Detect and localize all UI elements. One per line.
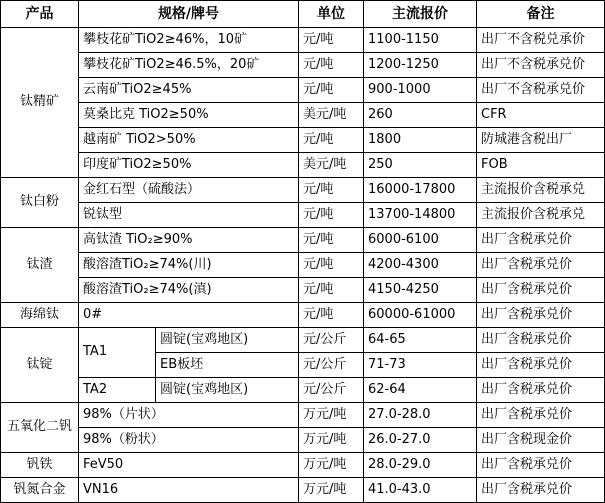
price-cell: 1100-1150 [364, 28, 477, 53]
table-body [1, 28, 605, 503]
table-row [1, 203, 605, 228]
remark-cell: FOB [477, 153, 605, 178]
unit-cell: 万元/吨 [299, 428, 364, 453]
spec-sub-cell: 圆锭(宝鸡地区) [156, 328, 299, 353]
product-category-cell: 海绵钛 [1, 303, 79, 328]
price-cell: 6000-6100 [364, 228, 477, 253]
remark-cell: 出厂含税承兑价 [477, 328, 605, 353]
remark-cell: 出厂含税承兑价 [477, 278, 605, 303]
price-cell: 4200-4300 [364, 253, 477, 278]
price-cell: 260 [364, 103, 477, 128]
unit-cell: 元/吨 [299, 78, 364, 103]
unit-cell: 万元/吨 [299, 478, 364, 503]
spec-cell: VN16 [79, 478, 299, 503]
unit-cell: 元/吨 [299, 203, 364, 228]
header-cell-remark: 备注 [477, 1, 605, 28]
spec-cell: 印度矿TiO2≥50% [79, 153, 299, 178]
spec-cell: 攀枝花矿TiO2≥46.5%，20矿 [79, 53, 299, 78]
product-category-cell: 钒铁 [1, 453, 79, 478]
spec-cell: 酸溶渣TiO₂≥74%(川) [79, 253, 299, 278]
table-row [1, 153, 605, 178]
remark-cell: 主流报价含税承兑 [477, 178, 605, 203]
table-row [1, 128, 605, 153]
price-cell: 1800 [364, 128, 477, 153]
price-cell: 60000-61000 [364, 303, 477, 328]
table-row [1, 28, 605, 53]
header-cell-unit: 单位 [299, 1, 364, 28]
unit-cell: 万元/吨 [299, 403, 364, 428]
table-row [1, 328, 605, 353]
table-header [1, 1, 605, 28]
unit-cell: 元/吨 [299, 278, 364, 303]
unit-cell: 万元/吨 [299, 453, 364, 478]
header-cell-spec: 规格/牌号 [79, 1, 299, 28]
table-row [1, 228, 605, 253]
spec-cell: 莫桑比克 TiO2≥50% [79, 103, 299, 128]
remark-cell: 出厂不含税兑承价 [477, 28, 605, 53]
spec-cell: 0# [79, 303, 299, 328]
remark-cell: 出厂不含税承兑价 [477, 78, 605, 103]
unit-cell: 元/公斤 [299, 328, 364, 353]
table-row [1, 103, 605, 128]
grade-cell: TA2 [79, 378, 156, 403]
product-category-cell: 钛白粉 [1, 178, 79, 228]
remark-cell: 出厂含税承兑价 [477, 403, 605, 428]
product-category-cell: 钒氮合金 [1, 478, 79, 503]
price-cell: 16000-17800 [364, 178, 477, 203]
unit-cell: 元/吨 [299, 128, 364, 153]
remark-cell: 出厂含税承兑价 [477, 228, 605, 253]
unit-cell: 元/公斤 [299, 353, 364, 378]
unit-cell: 美元/吨 [299, 103, 364, 128]
table-row [1, 428, 605, 453]
remark-cell: 出厂含税承兑价 [477, 353, 605, 378]
spec-cell: 云南矿TiO2≥45% [79, 78, 299, 103]
table-row [1, 78, 605, 103]
product-category-cell: 钛精矿 [1, 28, 79, 178]
table-row [1, 378, 605, 403]
unit-cell: 元/吨 [299, 178, 364, 203]
unit-cell: 元/吨 [299, 303, 364, 328]
price-cell: 26.0-27.0 [364, 428, 477, 453]
price-cell: 41.0-43.0 [364, 478, 477, 503]
spec-cell: FeV50 [79, 453, 299, 478]
spec-cell: 酸溶渣TiO₂≥74%(滇) [79, 278, 299, 303]
remark-cell: 出厂含税承兑价 [477, 303, 605, 328]
remark-cell: 出厂含税承兑价 [477, 478, 605, 503]
price-cell: 250 [364, 153, 477, 178]
price-cell: 1200-1250 [364, 53, 477, 78]
price-cell: 71-73 [364, 353, 477, 378]
unit-cell: 元/吨 [299, 228, 364, 253]
remark-cell: 出厂含税承兑价 [477, 253, 605, 278]
header-cell-price: 主流报价 [364, 1, 477, 28]
table-row [1, 403, 605, 428]
price-cell: 13700-14800 [364, 203, 477, 228]
remark-cell: 防城港含税出厂 [477, 128, 605, 153]
spec-sub-cell: EB板坯 [156, 353, 299, 378]
unit-cell: 元/吨 [299, 53, 364, 78]
spec-cell: 攀枝花矿TiO2≥46%，10矿 [79, 28, 299, 53]
unit-cell: 美元/吨 [299, 153, 364, 178]
table-row [1, 53, 605, 78]
unit-cell: 元/吨 [299, 28, 364, 53]
remark-cell: 出厂不含税承兑价 [477, 53, 605, 78]
product-category-cell: 钛渣 [1, 228, 79, 303]
price-cell: 4150-4250 [364, 278, 477, 303]
remark-cell: 出厂含税现金价 [477, 428, 605, 453]
price-cell: 28.0-29.0 [364, 453, 477, 478]
spec-cell: 高钛渣 TiO₂≥90% [79, 228, 299, 253]
remark-cell: 出厂含税承兑价 [477, 378, 605, 403]
spec-cell: 金红石型（硫酸法） [79, 178, 299, 203]
product-category-cell: 五氧化二钒 [1, 403, 79, 453]
remark-cell: CFR [477, 103, 605, 128]
unit-cell: 元/公斤 [299, 378, 364, 403]
header-cell-product: 产品 [1, 1, 79, 28]
table-row [1, 253, 605, 278]
spec-cell: 98%（粉状） [79, 428, 299, 453]
table-row [1, 478, 605, 503]
spec-cell: 锐钛型 [79, 203, 299, 228]
table-row [1, 178, 605, 203]
spec-cell: 越南矿 TiO2>50% [79, 128, 299, 153]
grade-cell: TA1 [79, 328, 156, 378]
table-row [1, 278, 605, 303]
remark-cell: 主流报价含税承兑 [477, 203, 605, 228]
spec-sub-cell: 圆锭(宝鸡地区) [156, 378, 299, 403]
price-cell: 64-65 [364, 328, 477, 353]
price-cell: 62-64 [364, 378, 477, 403]
unit-cell: 元/吨 [299, 253, 364, 278]
table-row [1, 303, 605, 328]
header-row [1, 1, 605, 28]
spec-cell: 98%（片状） [79, 403, 299, 428]
product-category-cell: 钛锭 [1, 328, 79, 403]
price-cell: 27.0-28.0 [364, 403, 477, 428]
remark-cell: 出厂含税承兑价 [477, 453, 605, 478]
table-row [1, 453, 605, 478]
price-cell: 900-1000 [364, 78, 477, 103]
